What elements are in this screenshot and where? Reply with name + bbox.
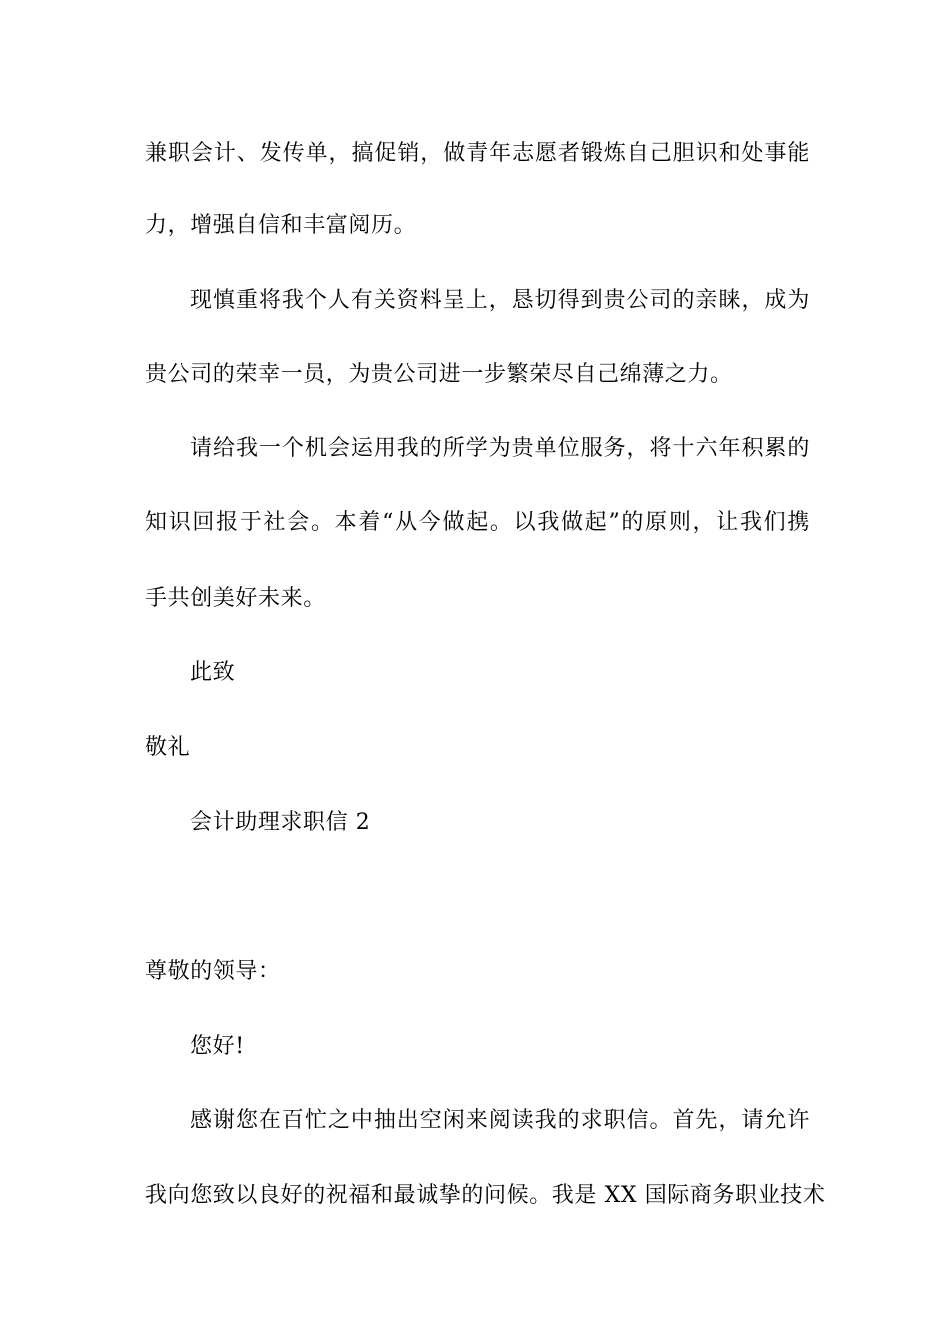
section-title: 会计助理求职信 2 <box>190 810 371 835</box>
paragraph-line: 手共创美好未来。 <box>145 586 326 611</box>
closing-regards: 敬礼 <box>145 735 191 760</box>
closing-salutation: 此致 <box>190 660 236 685</box>
paragraph-line: 我向您致以良好的祝福和最诚挚的问候。我是 XX 国际商务职业技术 <box>145 1183 826 1208</box>
letter-hello: 您好! <box>190 1034 245 1059</box>
paragraph-line: 请给我一个机会运用我的所学为贵单位服务，将十六年积累的 <box>190 436 810 461</box>
paragraph-line: 贵公司的荣幸一员，为贵公司进一步繁荣尽自己绵薄之力。 <box>145 362 733 387</box>
paragraph-line: 力，增强自信和丰富阅历。 <box>145 213 417 238</box>
letter-greeting: 尊敬的领导： <box>145 959 281 984</box>
paragraph-line: 知识回报于社会。本着“从今做起。以我做起”的原则，让我们携 <box>145 510 810 535</box>
paragraph-line: 现慎重将我个人有关资料呈上，恳切得到贵公司的亲睐，成为 <box>190 288 810 313</box>
paragraph-line: 兼职会计、发传单，搞促销，做青年志愿者锻炼自己胆识和处事能 <box>145 141 810 166</box>
paragraph-line: 感谢您在百忙之中抽出空闲来阅读我的求职信。首先，请允许 <box>190 1108 810 1133</box>
